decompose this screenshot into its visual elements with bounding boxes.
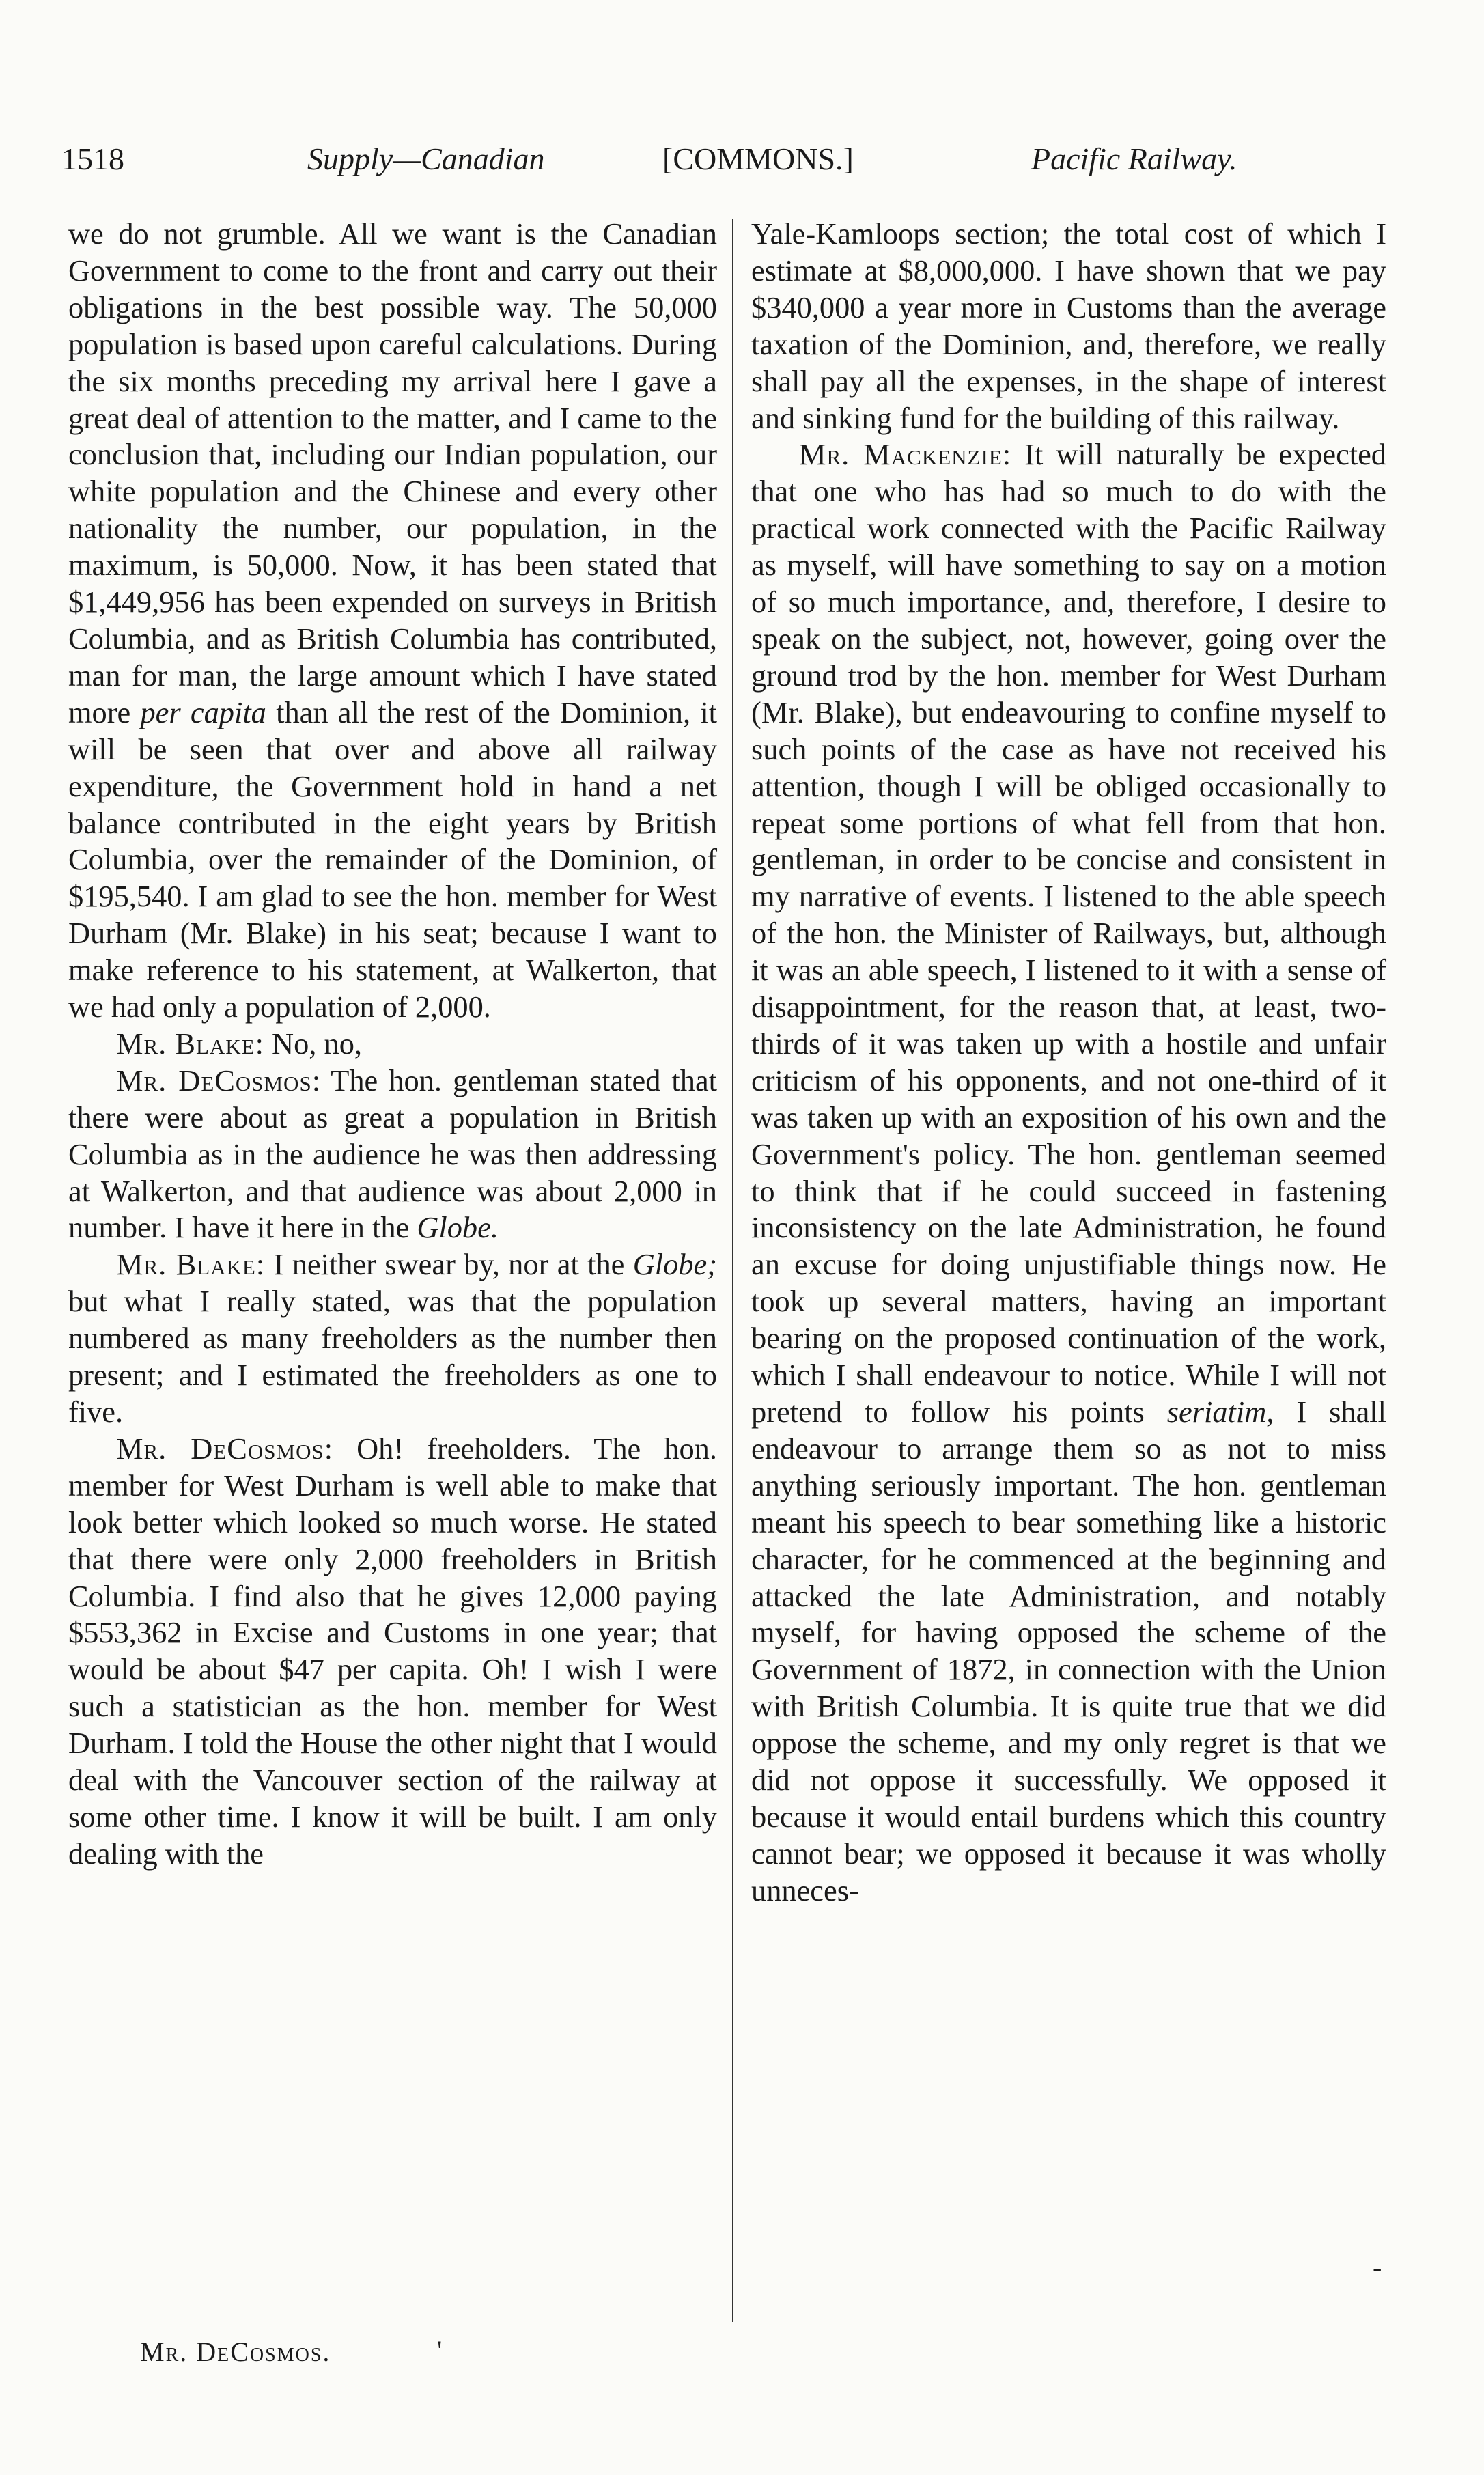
speech-text: but what I really stated, was that the population numbered as many freeholders as the number then present; and I estimated the freeholders as one to five. xyxy=(68,1284,717,1429)
speaker-name: Mr. DeCosmos xyxy=(116,1063,312,1097)
page-number: 1518 xyxy=(61,141,124,176)
speech-text: It will naturally be expected that one who has had so much to do with the practical work connected with the Pacific Railway as myself, will have something to say on a motion of so much importance, and, therefore, I desire to speak on the subject, not, however, going over the ground trod by the hon. member for West Durham (Mr. Blake), but endeavouring to confine myself to such points of the case as have not received his attention, though I will be obliged occasionally to repeat some portions of what fell from that hon. gentleman, in order to be concise and consistent in my narrative of events. I listened to the able speech of the hon. the Minister of Railways, but, although it was an able speech, I listened to it with a sense of disappointment, for the reason that, at least, two-thirds of it was taken up with a hostile and unfair criticism of his opponents, and not one-third of it was taken up with an exposition of his own and the Government's policy. The hon. gentleman seemed to think that if he could succeed in fastening inconsistency on the late Administration, he found an excuse for doing unjustifiable things now. He took up several matters, having an important bearing on the proposed continuation of the work, which I shall endeavour to notice. While I will not pretend to follow his points xyxy=(751,437,1387,1429)
italic-phrase: per capita xyxy=(140,695,266,729)
speech-text: Oh! freeholders. The hon. member for West Durham is well able to make that look better which looked so much worse. He stated that there were only 2,000 freeholders in British Columbia. I find also that he gives 12,000 paying $553,362 in Excise and Customs in one year; that would be about $47 per capita. Oh! I wish I were such a statistician as the hon. member for West Durham. I told the House the other night that I would deal with the Vancouver section of the railway at some other time. I know it will be built. I am only dealing with the xyxy=(68,1431,717,1871)
running-header xyxy=(48,128,1291,194)
column-divider xyxy=(732,219,733,2322)
speech-text: No, no, xyxy=(272,1026,362,1061)
paragraph-text: than all the rest of the Dominion, it will be seen that over and above all railway expenditure, the Government hold in hand a net balance contributed in the eight years by British Columbia, over the remainder of the Dominion, of $195,540. I am glad to see the hon. member for West Durham (Mr. Blake) in his seat; because I want to make reference to his statement, at Walkerton, that we had only a population of 2,000. xyxy=(68,695,717,1024)
italic-phrase: seriatim, xyxy=(1166,1395,1274,1429)
speech-paragraph xyxy=(68,1246,717,1431)
speech-paragraph xyxy=(68,1431,717,1873)
header-left-title: Supply—Canadian xyxy=(307,141,545,176)
speaker-name: Mr. Blake: xyxy=(116,1026,264,1061)
paragraph-text: we do not grumble. All we want is the Canadian Government to come to the front and carry out their obligations in the best possible way. The 50,000 population is based upon careful calculations. During the six months preceding my arrival here I gave a great deal of attention to the matter, and I came to the conclusion that, including our Indian population, our white population and the Chinese and every other nationality the number, our population, in the maximum, is 50,000. Now, it has been stated that $1,449,956 has been expended on surveys in British Columbia, and as British Columbia has contributed, man for man, the large amount which I have stated more xyxy=(68,216,717,729)
left-column xyxy=(68,216,717,1873)
paragraph-text: Yale-Kamloops section; the total cost of which I estimate at $8,000,000. I have shown that we pay $340,000 a year more in Customs than the average taxation of the Dominion, and, therefore, we really shall pay all the expenses, in the shape of interest and sinking fund for the building of this railway. xyxy=(751,216,1386,435)
speech-text: I neither swear by, nor at the xyxy=(273,1247,625,1282)
paragraph xyxy=(751,216,1386,436)
right-column xyxy=(751,216,1386,1910)
speech-text: I shall endeavour to arrange them so as not to miss anything seriously important. The hon. gentleman meant his speech to bear something like a historic character, for he commenced at the beginning and attacked the late Administration, and notably myself, for having opposed the scheme of the Government of 1872, in connection with the Union with British Columbia. It is quite true that we did oppose the scheme, and my only regret is that we did not oppose it successfully. We opposed it because it would entail burdens which this country cannot bear; we opposed it because it was wholly unneces- xyxy=(751,1395,1386,1907)
footer-speaker: Mr. DeCosmos. xyxy=(140,2336,331,2367)
speaker-name: Mr. Blake: xyxy=(116,1247,266,1282)
speaker-name: Mr. DeCosmos: xyxy=(116,1431,334,1466)
speech-paragraph xyxy=(751,436,1386,1909)
paragraph xyxy=(68,216,717,1026)
speech-paragraph xyxy=(68,1026,717,1063)
italic-phrase: Globe. xyxy=(417,1210,499,1245)
speech-text: : The hon. gentleman stated that there were about as great a population in British Columbia as in the audience he was then addressing at Walkerton, and that audience was about 2,000 in number. I have it here in the xyxy=(68,1063,717,1245)
italic-phrase: Globe; xyxy=(632,1247,717,1282)
margin-mark: - xyxy=(1373,2252,1382,2282)
speaker-name: Mr. Mackenzie: xyxy=(799,437,1012,472)
footer-mark: ' xyxy=(437,2335,443,2366)
speech-paragraph xyxy=(68,1063,717,1247)
header-chamber: [COMMONS.] xyxy=(662,141,854,176)
header-right-title: Pacific Railway. xyxy=(1031,141,1237,176)
